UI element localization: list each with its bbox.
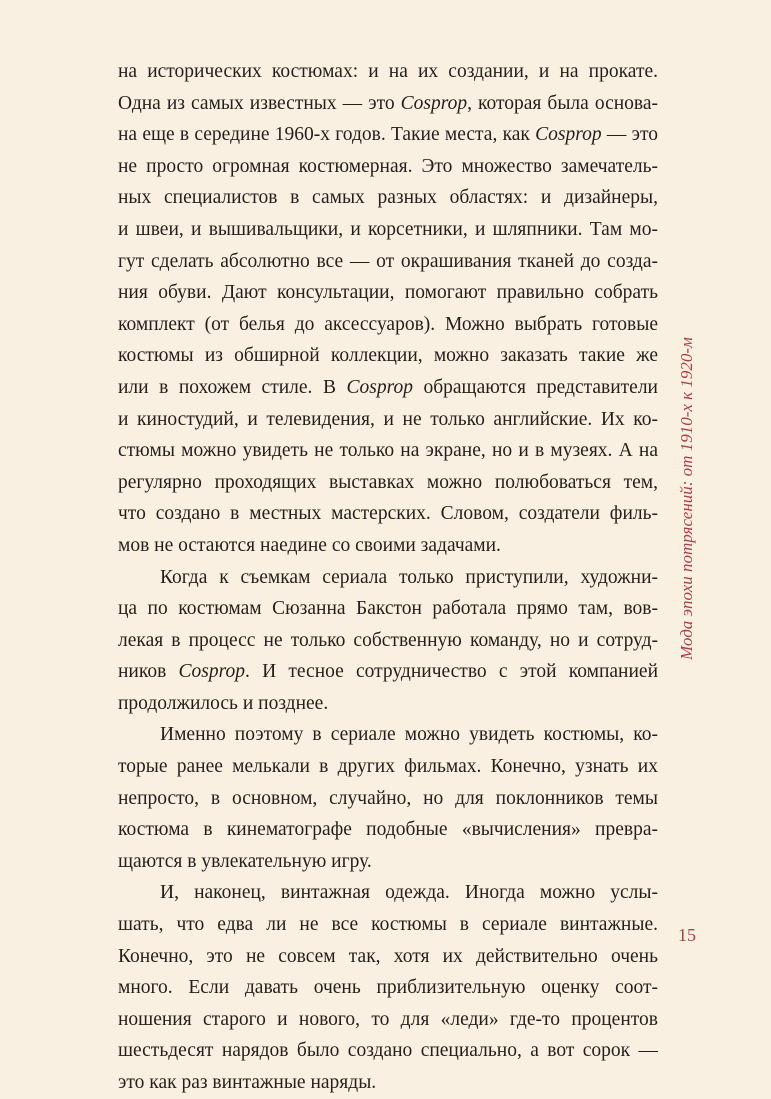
text-line: продолжилось и позднее. [118, 692, 329, 714]
text-line: ных специалистов в самых разных областях: и дизайнеры, [118, 187, 658, 209]
text-line: И, наконец, винтажная одежда. Иногда можно услы- [160, 882, 658, 904]
text-line: непросто, в основном, случайно, но для поклонников темы [118, 787, 658, 809]
text-line: Одна из самых известных — это Cosprop, которая была основа- [118, 92, 659, 114]
text-line: на исторических костюмах: и на их создании, и на прокате. [118, 61, 658, 82]
company-name: Cosprop [178, 661, 245, 683]
text-line: костюма в кинематографе подобные «вычисления» превра- [118, 819, 658, 841]
running-header-text: Мода эпохи потрясений: от 1910-х к 1920-м [677, 337, 696, 660]
paragraph [118, 562, 658, 720]
text-line: стюмы можно увидеть не только на экране, но и в музеях. А на [118, 440, 658, 462]
body-text [118, 56, 658, 1099]
text-line: костюмы из обширной коллекции, можно заказать такие же [118, 345, 658, 367]
text-line: и швеи, и вышивальщики, и корсетники, и шляпники. Там мо- [118, 218, 658, 240]
text-line: ников Cosprop. И тесное сотрудничество с этой компанией [118, 661, 659, 683]
text-line: не просто огромная костюмерная. Это множество замечатель- [118, 155, 658, 177]
text-line: на еще в середине 1960-х годов. Такие места, как Cosprop — это [118, 124, 659, 146]
text-line: много. Если давать очень приблизительную оценку соот- [118, 977, 658, 999]
running-header [672, 50, 702, 660]
company-name: Cosprop [400, 92, 468, 114]
paragraph [118, 56, 658, 562]
page-number: 15 [678, 925, 696, 945]
text-line: шать, что едва ли не все костюмы в сериале винтажные. [118, 914, 658, 936]
text-line: Когда к съемкам сериала только приступили, художни- [160, 566, 658, 588]
text-line: лекая в процесс не только собственную команду, но и сотруд- [118, 629, 658, 651]
company-name: Cosprop [346, 376, 413, 398]
text-line: Конечно, это не совсем так, хотя их действительно очень [118, 945, 658, 967]
text-line: мов не остаются наедине со своими задачами. [118, 534, 501, 556]
paragraph [118, 719, 658, 877]
text-line: гут сделать абсолютно все — от окрашивания тканей до созда- [118, 250, 658, 272]
text-line: щаются в увлекательную игру. [118, 850, 372, 872]
text-line: ношения старого и нового, то для «леди» где-то процентов [118, 1008, 658, 1030]
text-line: торые ранее мелькали в других фильмах. Конечно, узнать их [118, 756, 658, 778]
text-line: или в похожем стиле. В Cosprop обращаются представители [118, 376, 658, 398]
company-name: Cosprop [535, 124, 602, 146]
text-line: и киностудий, и телевидения, и не только английские. Их ко- [118, 408, 658, 430]
text-line: регулярно проходящих выставках можно полюбоваться тем, [118, 471, 658, 493]
text-line: что создано в местных мастерских. Словом, создатели филь- [118, 503, 658, 525]
text-line: это как раз винтажные наряды. [118, 1072, 377, 1093]
text-line: шестьдесят нарядов было создано специально, а вот сорок — [118, 1040, 658, 1062]
paragraph [118, 877, 658, 1098]
text-line: ния обуви. Дают консультации, помогают правильно собрать [118, 282, 658, 304]
text-line: ца по костюмам Сюзанна Бакстон работала прямо там, вов- [118, 598, 658, 620]
text-line: Именно поэтому в сериале можно увидеть костюмы, ко- [160, 724, 658, 746]
text-line: комплект (от белья до аксессуаров). Можно выбрать готовые [118, 313, 658, 335]
